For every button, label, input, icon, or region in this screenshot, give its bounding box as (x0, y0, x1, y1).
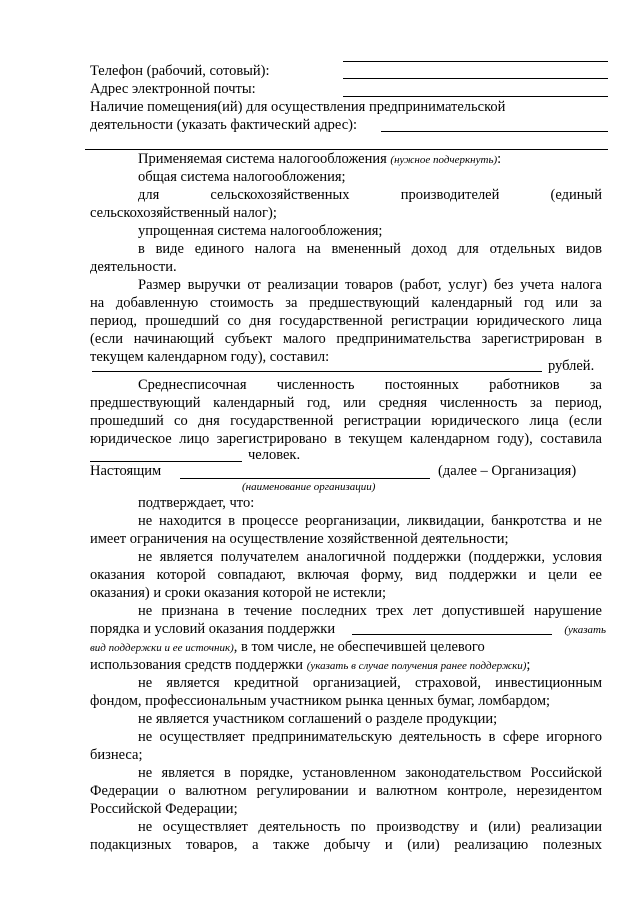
staff-unit: человек. (248, 447, 301, 463)
condition-2-line1: не является получателем аналогичной поддержки (поддержки, условия (138, 549, 602, 565)
tax-option-envd-line2[interactable]: деятельности. (90, 259, 177, 275)
tax-option-agri-line2[interactable]: сельскохозяйственный налог); (90, 205, 277, 221)
revenue-amount-blank[interactable] (92, 371, 542, 372)
condition-1-line2: имеет ограничения на осуществление хозяйственной деятельности; (90, 531, 509, 547)
staff-text-line4: юридическое лицо зарегистрировано в текущем календарном году), составила (90, 431, 602, 447)
staff-text-line2: предшествующий календарный год, или средняя численность за период, (90, 395, 602, 411)
staff-text-line1: Среднесписочная численность постоянных работников за (138, 377, 602, 393)
condition-6-line1: не осуществляет предпринимательскую деятельность в сфере игорного (138, 729, 602, 745)
condition-7-line2: Федерации о валютном регулировании и валютном контроле, нерезидентом (90, 783, 602, 799)
condition-7-line1: не является в порядке, установленном законодательством Российской (138, 765, 602, 781)
condition-3-hint1: (указать (564, 624, 606, 636)
condition-8-line2: подакцизных товаров, а также добычу и (или) реализацию полезных (90, 837, 602, 853)
revenue-text-line5: текущем календарном году), составил: (90, 349, 330, 365)
revenue-text-line2: на добавленную стоимость за предшествующий календарный год или за (90, 295, 602, 311)
condition-7-line3: Российской Федерации; (90, 801, 238, 817)
organization-suffix: (далее – Организация) (438, 463, 577, 479)
premises-label-line2: деятельности (указать фактический адрес): (90, 117, 357, 133)
condition-3-line2: порядка и условий оказания поддержки (90, 621, 336, 637)
condition-3-line1: не признана в течение последних трех лет допустившей нарушение (138, 603, 602, 619)
tax-option-general[interactable]: общая система налогообложения; (138, 169, 346, 185)
tax-option-agri-line1[interactable]: для сельскохозяйственных производителей (единый (138, 187, 602, 203)
staff-text-line3: прошедший со дня государственной регистрации юридического лица (если (90, 413, 602, 429)
support-type-blank[interactable] (352, 634, 552, 635)
organization-caption: (наименование организации) (242, 481, 376, 493)
phone-label: Телефон (рабочий, сотовый): (90, 63, 270, 79)
condition-2-line2: оказания которой совпадают, включая форму, вид поддержки и цели ее (90, 567, 602, 583)
revenue-text-line3: период, прошедший со дня государственной регистрации юридического лица (90, 313, 602, 329)
revenue-text-line4: (если начинающий субъект малого предпринимательства зарегистрирован в (90, 331, 602, 347)
condition-6-line2: бизнеса; (90, 747, 143, 763)
hereby-label: Настоящим (90, 463, 162, 479)
revenue-unit: рублей. (548, 358, 595, 374)
confirms-text: подтверждает, что: (138, 495, 255, 511)
condition-8-line1: не осуществляет деятельность по производству и (или) реализации (138, 819, 602, 835)
condition-4-line2: фондом, профессиональным участником рынка ценных бумаг, ломбардом; (90, 693, 551, 709)
condition-2-line3: оказания) и сроки оказания которой не истекли; (90, 585, 387, 601)
address-blank-line[interactable] (381, 131, 608, 132)
tax-option-simplified[interactable]: упрощенная система налогообложения; (138, 223, 383, 239)
condition-3-line3: вид поддержки и ее источник), в том числе, не обеспечившей целевого (90, 639, 485, 655)
email-blank-line[interactable] (343, 96, 608, 97)
condition-1-line1: не находится в процессе реорганизации, ликвидации, банкротства и не (138, 513, 602, 529)
premises-label-line1: Наличие помещения(ий) для осуществления предпринимательской (90, 99, 506, 115)
email-label: Адрес электронной почты: (90, 81, 256, 97)
phone-blank-line-2[interactable] (343, 78, 608, 79)
condition-3-line4: использования средств поддержки (указать в случае получения ранее поддержки); (90, 657, 531, 673)
revenue-text-line1: Размер выручки от реализации товаров (работ, услуг) без учета налога (138, 277, 602, 293)
phone-blank-line-1[interactable] (343, 61, 608, 62)
condition-5: не является участником соглашений о разделе продукции; (138, 711, 498, 727)
condition-4-line1: не является кредитной организацией, страховой, инвестиционным (138, 675, 602, 691)
tax-option-envd-line1[interactable]: в виде единого налога на вмененный доход для отдельных видов (138, 241, 602, 257)
tax-system-intro: Применяемая система налогообложения (нужное подчеркнуть): (138, 151, 502, 167)
